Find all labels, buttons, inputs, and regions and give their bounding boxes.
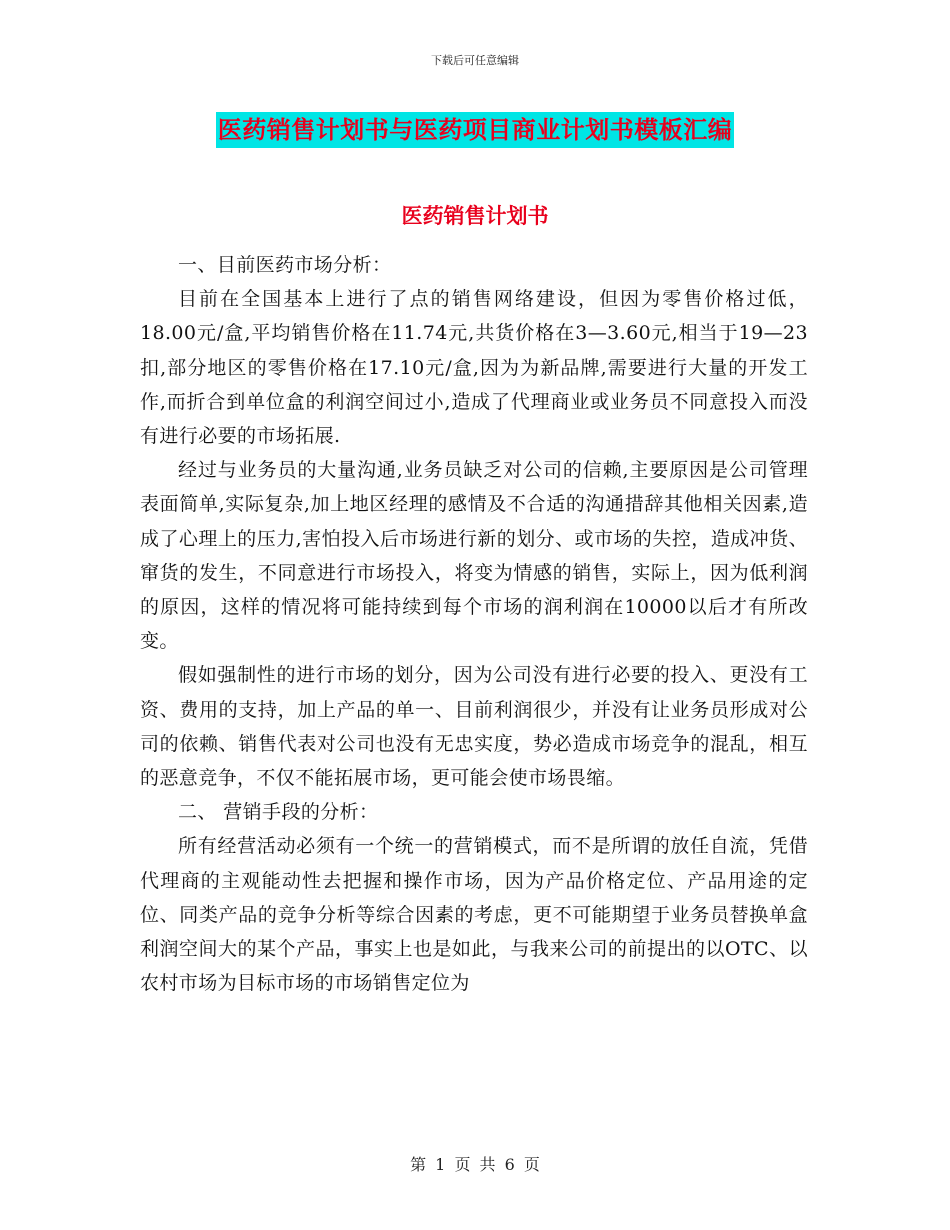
paragraph: 经过与业务员的大量沟通,业务员缺乏对公司的信赖,主要原因是公司管理表面简单,实际复杂,加上地区经理的感情及不合适的沟通措辞其他相关因素,造成了心理上的压力,害怕投入后市场进行新的划分、或市场的失控，造成冲货、窜货的发生，不同意进行市场投入，将变为情感的销售，实际上，因为低利润的原因，这样的情况将可能持续到每个市场的润利润在10000以后才有所改变。 <box>140 459 808 653</box>
main-title: 医药销售计划书与医药项目商业计划书模板汇编 <box>216 112 735 148</box>
paragraph: 假如强制性的进行市场的划分，因为公司没有进行必要的投入、更没有工资、费用的支持，加上产品的单一、目前利润很少，并没有让业务员形成对公司的依赖、销售代表对公司也没有无忠实度，势必造成市场竞争的混乱，相互的恶意竞争，不仅不能拓展市场，更可能会使市场畏缩。 <box>140 664 808 790</box>
page-header-note: 下载后可任意编辑 <box>431 54 519 67</box>
heading-market-analysis: 一、目前医药市场分析： <box>178 254 392 276</box>
section-title: 医药销售计划书 <box>401 203 549 228</box>
main-title-container <box>0 112 950 148</box>
page-number: 第 1 页 共 6 页 <box>410 1155 540 1174</box>
paragraph: 目前在全国基本上进行了点的销售网络建设，但因为零售价格过低，18.00元/盒,平均销售价格在11.74元,共货价格在3—3.60元,相当于19—23扣,部分地区的零售价格在17.10元/盒,因为为新品牌,需要进行大量的开发工作,而折合到单位盒的利润空间过小,造成了代理商业或业务员不同意投入而没有进行必要的市场拓展. <box>140 288 808 448</box>
paragraph: 所有经营活动必须有一个统一的营销模式，而不是所谓的放任自流，凭借代理商的主观能动性去把握和操作市场，因为产品价格定位、产品用途的定位、同类产品的竞争分析等综合因素的考虑，更不可能期望于业务员替换单盒利润空间大的某个产品，事实上也是如此，与我来公司的前提出的以OTC、以农村市场为目标市场的市场销售定位为 <box>140 835 808 995</box>
heading-marketing-analysis: 二、 营销手段的分析： <box>178 801 379 824</box>
document-body <box>140 248 808 1000</box>
